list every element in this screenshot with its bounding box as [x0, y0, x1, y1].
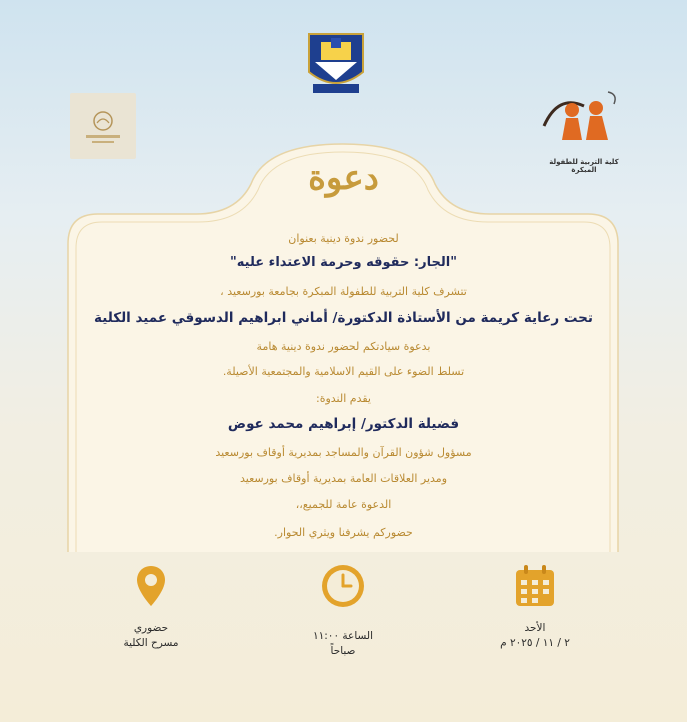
calendar-icon	[515, 565, 555, 607]
open-invitation-line: الدعوة عامة للجميع،،	[295, 498, 392, 511]
presenter-name: فضيلة الدكتور/ إبراهيم محمد عوض	[227, 416, 460, 432]
date-block	[460, 565, 610, 651]
presenter-role-2: ومدير العلاقات العامة بمديرية أوقاف بورسعيد	[239, 472, 448, 485]
time-block	[268, 563, 418, 659]
invitation-title: دعوة	[308, 158, 379, 198]
host-line: تتشرف كلية التربية للطفولة المبكرة بجامعة بورسعيد ،	[220, 285, 467, 298]
gold-emblem-logo	[70, 93, 136, 159]
invite-line: بدعوة سيادتكم لحضور ندوة دينية هامة	[256, 340, 431, 353]
university-crest-logo	[303, 28, 369, 98]
seminar-topic: "الجار: حقوقه وحرمة الاعتداء عليه"	[230, 255, 457, 270]
faculty-logo-caption: كلية التربية للطفولة المبكرة	[549, 158, 619, 174]
intro-line: لحضور ندوة دينية بعنوان	[288, 232, 399, 245]
presenter-role-1: مسؤول شؤون القرآن والمساجد بمديرية أوقاف بورسعيد	[215, 446, 472, 459]
event-day: الأحد	[524, 622, 546, 634]
closing-line: حضوركم يشرفنا ويثري الحوار.	[274, 526, 413, 539]
presenter-label: يقدم الندوة:	[316, 392, 371, 405]
location-mode: حضوري	[133, 622, 169, 634]
location-pin-icon	[136, 565, 166, 607]
faculty-logo	[538, 88, 630, 174]
focus-line: تسلط الضوء على القيم الاسلامية والمجتمعية الأصيلة.	[222, 365, 465, 378]
event-time: الساعة ١١:٠٠	[312, 630, 374, 642]
event-period: صباحاً	[330, 645, 356, 657]
clock-icon	[320, 563, 366, 609]
location-venue: مسرح الكلية	[123, 637, 179, 649]
location-block	[76, 565, 226, 651]
event-date: ٢ / ١١ / ٢٠٢٥ م	[500, 637, 570, 649]
patronage-line: تحت رعاية كريمة من الأستاذة الدكتورة/ أماني ابراهيم الدسوقي عميد الكلية	[94, 310, 593, 326]
